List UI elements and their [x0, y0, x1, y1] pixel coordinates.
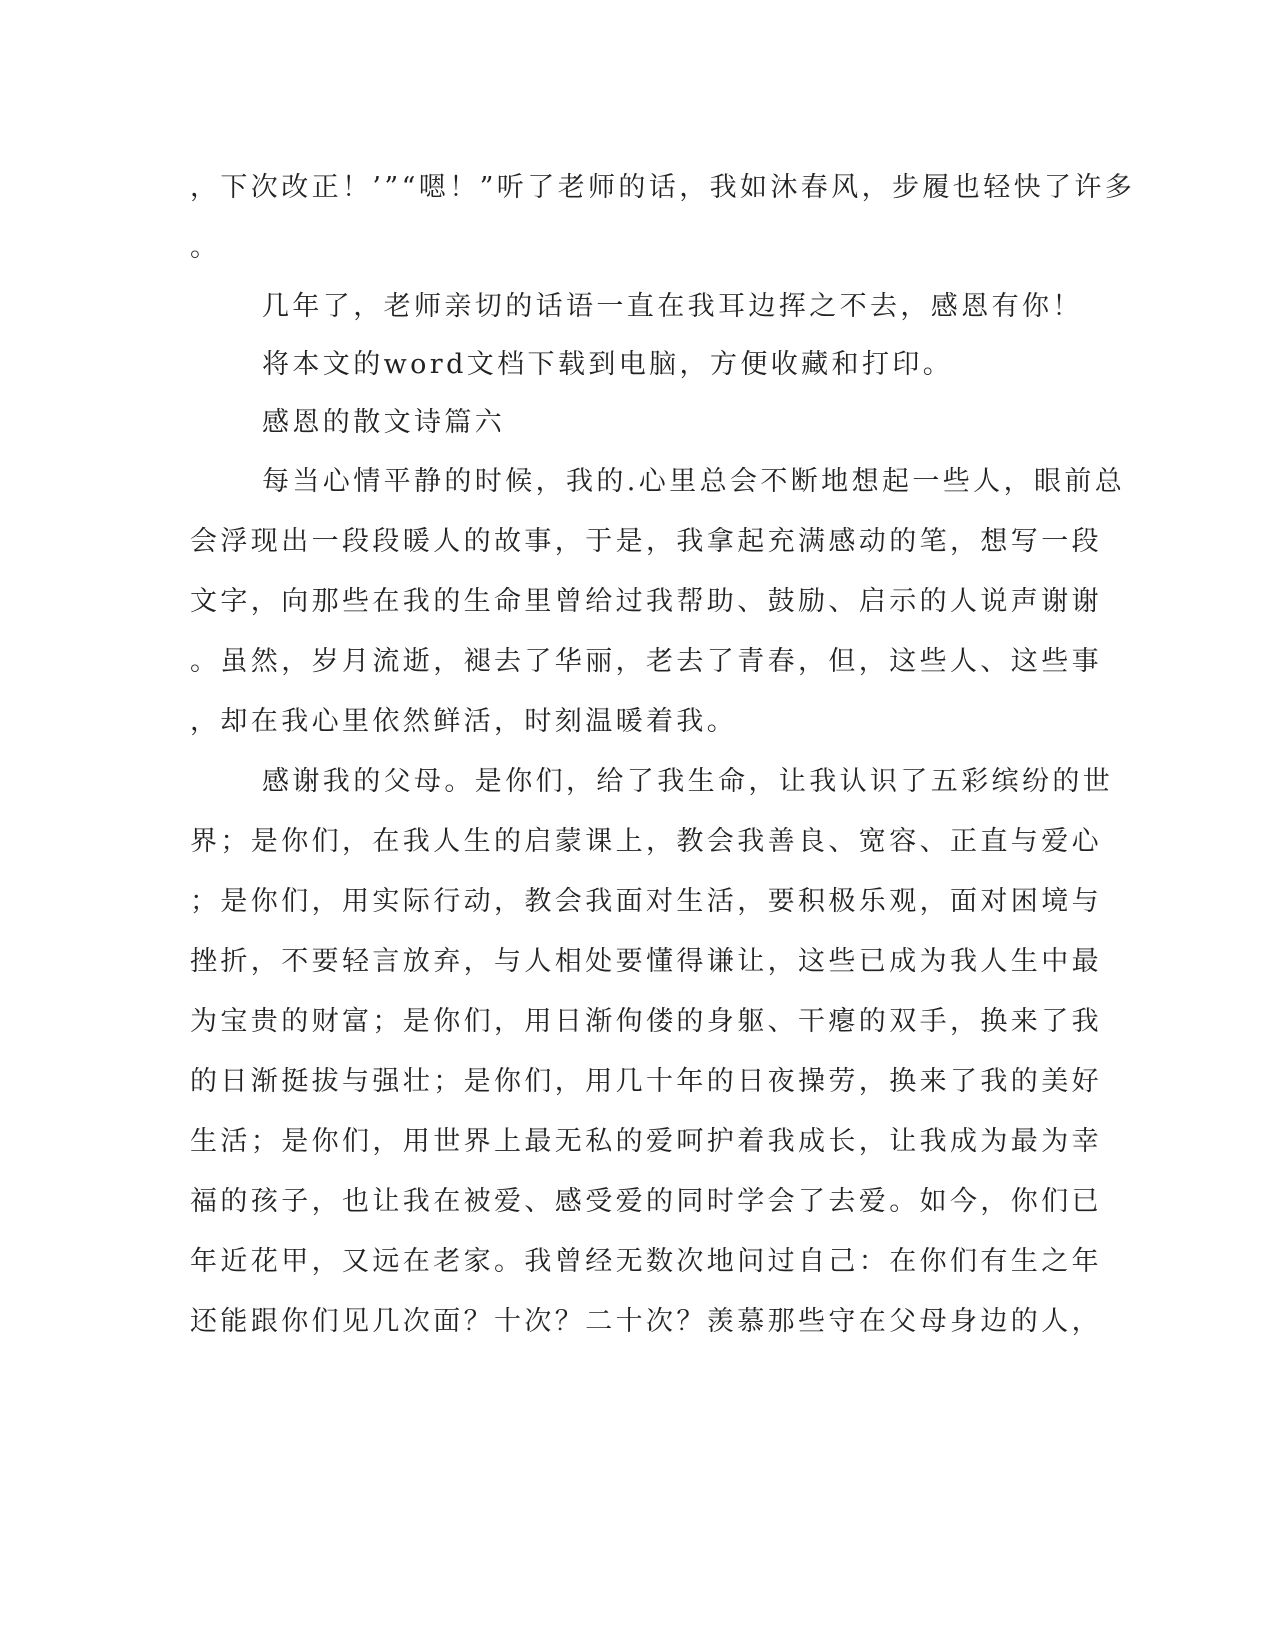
section-heading: 感恩的散文诗篇六: [262, 407, 506, 438]
text-line: 界；是你们，在我人生的启蒙课上，教会我善良、宽容、正直与爱心: [190, 826, 1102, 857]
text-line: 年近花甲，又远在老家。我曾经无数次地问过自己：在你们有生之年: [190, 1246, 1102, 1277]
text-line: 为宝贵的财富；是你们，用日渐佝偻的身躯、干瘪的双手，换来了我: [190, 1006, 1102, 1037]
text-line: 。: [190, 232, 221, 263]
text-line: 福的孩子，也让我在被爱、感受爱的同时学会了去爱。如今，你们已: [190, 1186, 1102, 1217]
text-line: ，却在我心里依然鲜活，时刻温暖着我。: [190, 706, 738, 737]
text-line: 会浮现出一段段暖人的故事，于是，我拿起充满感动的笔，想写一段: [190, 526, 1102, 557]
text-line: ，下次改正！’”“嗯！”听了老师的话，我如沐春风，步履也轻快了许多: [190, 172, 1136, 203]
text-line: 每当心情平静的时候，我的.心里总会不断地想起一些人，眼前总: [262, 466, 1126, 497]
text-line: 生活；是你们，用世界上最无私的爱呵护着我成长，让我成为最为幸: [190, 1126, 1102, 1157]
text-line: 的日渐挺拔与强壮；是你们，用几十年的日夜操劳，换来了我的美好: [190, 1066, 1102, 1097]
text-line: 挫折，不要轻言放弃，与人相处要懂得谦让，这些已成为我人生中最: [190, 946, 1102, 977]
text-line: 几年了，老师亲切的话语一直在我耳边挥之不去，感恩有你！: [262, 291, 1083, 322]
text-line: 感谢我的父母。是你们，给了我生命，让我认识了五彩缤纷的世: [262, 766, 1114, 797]
text-line: 还能跟你们见几次面？十次？二十次？羡慕那些守在父母身边的人，: [190, 1306, 1102, 1337]
text-line: 文字，向那些在我的生命里曾给过我帮助、鼓励、启示的人说声谢谢: [190, 586, 1102, 617]
body-text: [190, 158, 1136, 1352]
text-line: 。虽然，岁月流逝，褪去了华丽，老去了青春，但，这些人、这些事: [190, 646, 1102, 677]
text-line: ；是你们，用实际行动，教会我面对生活，要积极乐观，面对困境与: [190, 886, 1102, 917]
text-line: 将本文的word文档下载到电脑，方便收藏和打印。: [262, 349, 954, 380]
